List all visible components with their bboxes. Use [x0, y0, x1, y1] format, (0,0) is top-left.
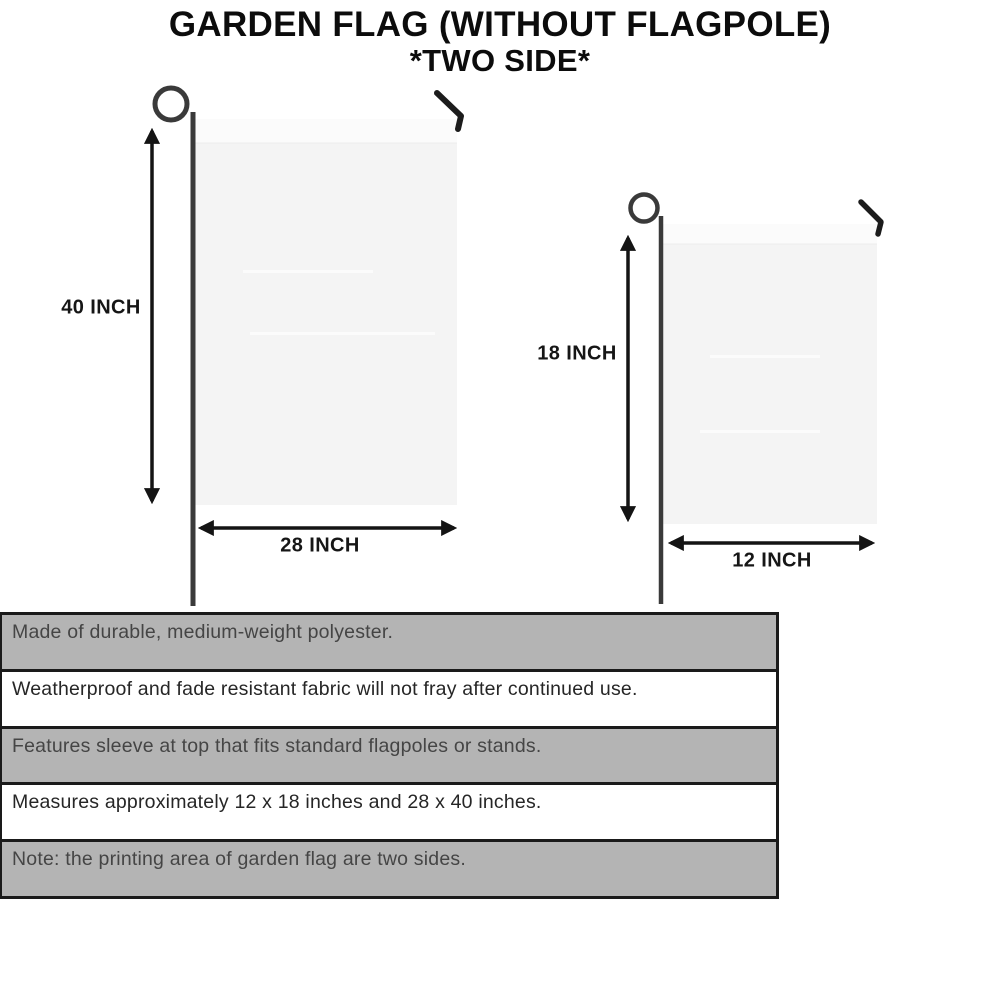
- feature-row-weatherproof: [2, 669, 776, 726]
- large-flagpole-loop: [155, 88, 187, 120]
- large-height-label: 40 INCH: [61, 296, 141, 319]
- feature-table: [0, 612, 779, 899]
- small-flagpole-loop: [631, 195, 658, 222]
- feature-text: Made of durable, medium-weight polyester.: [12, 621, 394, 643]
- small-flag-fold-line: [710, 355, 820, 358]
- feature-text: Note: the printing area of garden flag are two sides.: [12, 848, 466, 871]
- small-flag-panel: [662, 224, 877, 524]
- large-flag-sleeve: [193, 119, 457, 143]
- title-line-2: *TWO SIDE*: [409, 43, 591, 78]
- small-width-label: 12 INCH: [732, 549, 812, 572]
- small-flag-fold-line: [700, 430, 820, 433]
- small-flag-sleeve: [662, 224, 877, 244]
- large-flag-group: [152, 88, 461, 606]
- small-flag-group: [628, 195, 881, 605]
- feature-text: Weatherproof and fade resistant fabric will not fray after continued use.: [12, 677, 638, 700]
- feature-row-material: [2, 615, 776, 669]
- large-flag-fold-line: [250, 332, 435, 335]
- large-flag-fold-line: [243, 270, 373, 273]
- title-line-1: GARDEN FLAG (WITHOUT FLAGPOLE): [168, 5, 832, 44]
- feature-row-note: [2, 839, 776, 896]
- large-flag-panel: [193, 119, 457, 505]
- feature-text: Measures approximately 12 x 18 inches and 28 x 40 inches.: [12, 791, 542, 814]
- small-height-label: 18 INCH: [537, 342, 617, 365]
- feature-text: Features sleeve at top that fits standard flagpoles or stands.: [12, 734, 542, 757]
- large-width-label: 28 INCH: [280, 534, 360, 557]
- feature-row-sleeve: [2, 726, 776, 783]
- feature-row-measures: [2, 782, 776, 839]
